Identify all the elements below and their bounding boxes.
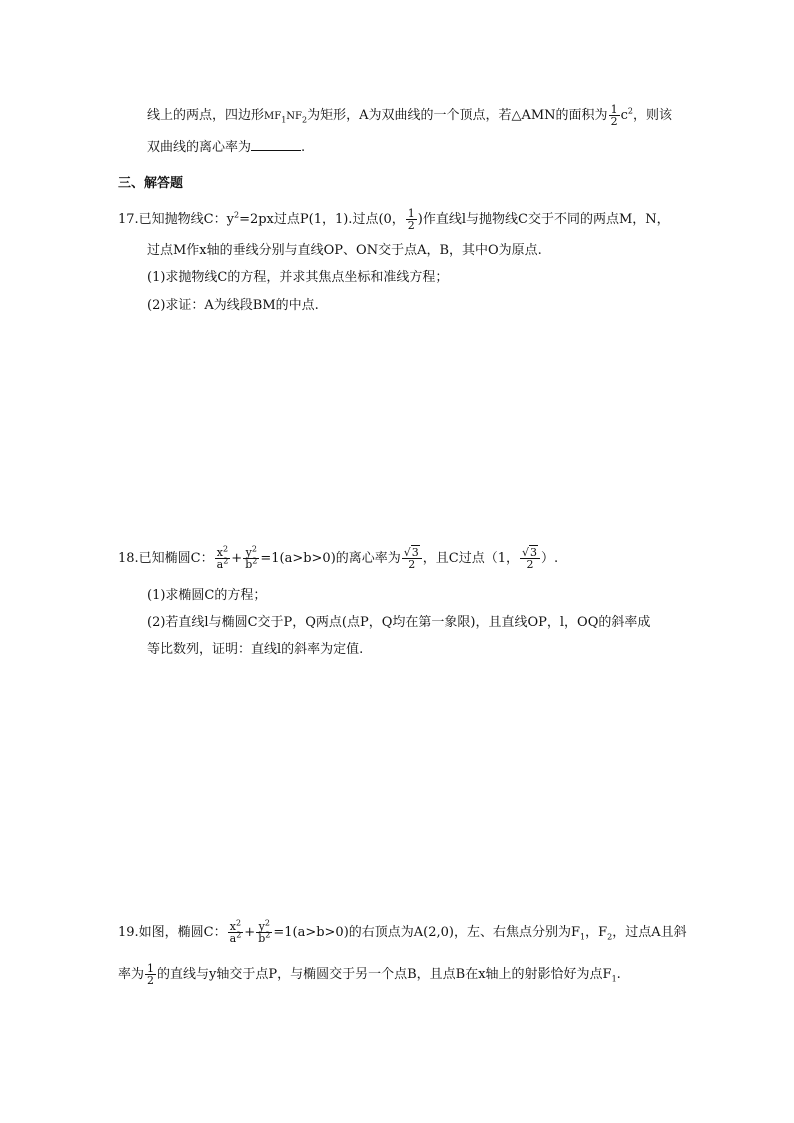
q18-x-sup: 2	[223, 544, 229, 554]
q18-text-b: =1(a>b>0)的离心率为	[260, 551, 401, 566]
q19-text-a: 19.如图，椭圆C：	[118, 925, 227, 940]
q16-text-d: ，则该	[632, 108, 672, 123]
q17-fraction	[406, 208, 417, 231]
q18-y: y	[245, 546, 252, 559]
q18-a-den	[215, 556, 231, 571]
q16-nf: NF	[286, 111, 302, 122]
q19-b-sup: 2	[265, 930, 271, 940]
section-title: 三、解答题	[118, 176, 184, 191]
q18-text-c: ，且C过点（1，	[422, 551, 519, 566]
q19-plus: +	[244, 925, 256, 940]
q19-slope-fraction	[145, 963, 156, 986]
q17-frac-num: 1	[407, 207, 415, 220]
q19-text-c: ，过点A且斜	[612, 925, 687, 940]
q16-line-1	[147, 104, 672, 127]
q16-line-2	[147, 140, 305, 154]
q16-l2-end: .	[301, 140, 306, 155]
q18-x-fraction	[215, 544, 231, 571]
q16-text-a: 线上的两点，四边形	[147, 108, 265, 123]
q18-text-a: 18.已知椭圆C：	[118, 551, 214, 566]
q19-y: y	[258, 920, 265, 933]
q19-f2-sub: 2	[607, 932, 613, 942]
q19-a-den	[228, 930, 244, 945]
q19-x-sup: 2	[236, 918, 242, 928]
q19-x-fraction	[228, 918, 244, 945]
q18-y-fraction	[243, 544, 259, 571]
q18-plus: +	[231, 551, 243, 566]
q17-text-a: 17.已知抛物线C：y	[118, 212, 234, 227]
q18-line-2: (1)求椭圆C的方程；	[147, 588, 267, 603]
q19-a-sup: 2	[236, 930, 242, 940]
q19-b-den	[256, 930, 272, 945]
q16-text-l2: 双曲线的离心率为	[147, 140, 252, 155]
q18-sqrt-sign-2: √	[522, 546, 530, 559]
q18-point-fraction	[520, 547, 540, 570]
q19-b: b	[258, 932, 266, 945]
q16-nf-sub: 2	[302, 115, 308, 125]
q19-comma: ，F	[585, 925, 608, 940]
q19-line-2	[118, 963, 621, 986]
q19-frac-den: 2	[147, 974, 155, 987]
q18-point-den: 2	[526, 558, 534, 571]
q17-line-4: (2)求证：A为线段BM的中点.	[147, 298, 319, 313]
q19-x: x	[229, 920, 237, 933]
q17-text-c: )作直线l与抛物线C交于不同的两点M，N，	[417, 212, 670, 227]
q19-frac-num: 1	[147, 962, 155, 975]
q19-l2-end: .	[616, 967, 621, 982]
q18-a: a	[216, 558, 224, 571]
q18-sqrt-sign: √	[403, 546, 411, 559]
q18-a-sup: 2	[223, 556, 229, 566]
q18-ecc-den: 2	[408, 558, 416, 571]
sqrt-symbol	[522, 547, 538, 558]
q18-x: x	[216, 546, 224, 559]
q19-y-fraction	[256, 918, 272, 945]
q18-text-d: ）.	[541, 551, 559, 566]
q18-ecc-fraction	[402, 547, 422, 570]
q17-y-sup: 2	[233, 210, 240, 220]
q16-c: c	[620, 108, 628, 123]
q18-b-sup: 2	[252, 556, 258, 566]
q16-frac-num: 1	[610, 103, 618, 116]
q16-c-sup: 2	[627, 106, 633, 116]
q18-line-4: 等比数列，证明：直线l的斜率为定值.	[147, 642, 364, 657]
q17-line-3: (1)求抛物线C的方程，并求其焦点坐标和准线方程；	[147, 270, 449, 285]
sqrt-symbol	[404, 547, 420, 558]
q17-line-1	[118, 208, 670, 231]
answer-blank[interactable]	[251, 140, 301, 151]
q19-f1-sub-2: 1	[611, 974, 617, 984]
q18-sqrt-val: 3	[411, 546, 419, 559]
q17-line-2: 过点M作x轴的垂线分别与直线OP、ON交于点A，B，其中O为原点.	[147, 243, 542, 258]
q16-frac-den: 2	[610, 115, 618, 128]
q19-text-l2a: 率为	[118, 967, 145, 982]
q16-mf-sub: 1	[281, 115, 287, 125]
q19-line-1	[118, 918, 687, 945]
q18-b: b	[245, 558, 253, 571]
q19-text-l2b: 的直线与y轴交于点P，与椭圆交于另一个点B，且点B在x轴上的射影恰好为点F	[157, 967, 612, 982]
q19-text-b: =1(a>b>0)的右顶点为A(2,0)，左、右焦点分别为F	[273, 925, 580, 940]
q16-text-b: 为矩形，A为双曲线的一个顶点，若△AMN的面积为	[307, 108, 608, 123]
q16-mf: MF	[264, 111, 282, 122]
q18-line-1	[118, 544, 559, 571]
q18-y-sup: 2	[251, 544, 257, 554]
q19-a: a	[229, 932, 237, 945]
q16-fraction	[609, 104, 620, 127]
q18-b-den	[243, 556, 259, 571]
q18-sqrt-val-2: 3	[530, 546, 538, 559]
q17-text-b: =2px过点P(1，1).过点(0，	[239, 212, 405, 227]
q19-y-sup: 2	[264, 918, 270, 928]
q19-f1-sub: 1	[580, 932, 586, 942]
q18-line-3: (2)若直线l与椭圆C交于P，Q两点(点P，Q均在第一象限)，且直线OP，l，OQ的斜率成	[147, 615, 651, 630]
q17-frac-den: 2	[407, 219, 415, 232]
